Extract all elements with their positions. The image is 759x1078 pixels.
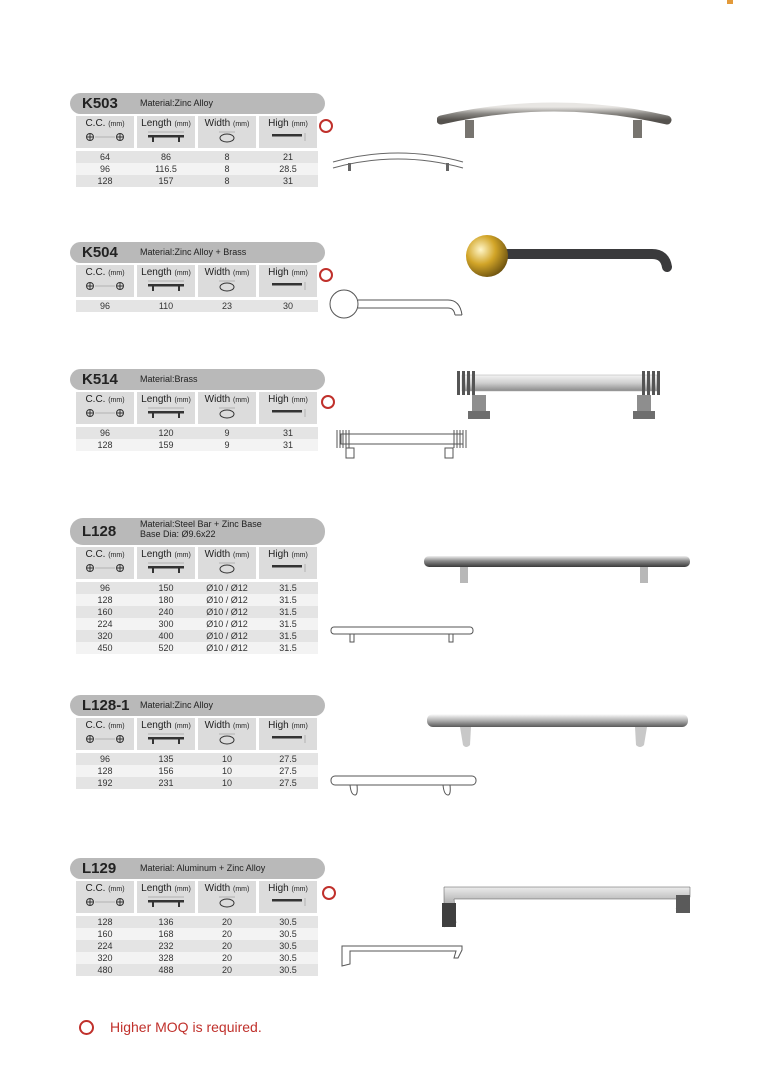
table-row (76, 964, 318, 976)
column-header-high (259, 116, 317, 148)
cc-diagram-icon (85, 131, 125, 143)
unit-label: (mm) (108, 270, 125, 277)
width-diagram-icon (207, 733, 247, 745)
cell-high: 31.5 (279, 643, 297, 653)
column-label: Width (204, 720, 231, 731)
product-material: Material:Steel Bar + Zinc Base (140, 519, 262, 529)
cell-cc: 128 (97, 176, 113, 186)
cell-high: 30.5 (279, 941, 297, 951)
unit-label: (mm) (174, 552, 191, 559)
table-row (76, 777, 318, 789)
spec-table-header (76, 392, 318, 424)
product-header (70, 858, 325, 879)
spec-table-rows (76, 427, 318, 451)
cell-width: 9 (224, 440, 230, 450)
unit-label: (mm) (108, 552, 125, 559)
unit-label: (mm) (233, 886, 250, 893)
unit-label: (mm) (174, 397, 191, 404)
column-header-width (198, 718, 256, 750)
spec-table-rows (76, 753, 318, 789)
table-row (76, 582, 318, 594)
column-label: High (268, 394, 289, 405)
high-diagram-icon (268, 280, 308, 292)
column-label: C.C. (85, 118, 106, 129)
product-section-k503 (0, 93, 759, 253)
cell-width: 20 (221, 965, 232, 975)
spec-table-header (76, 116, 318, 148)
cell-high: 30 (282, 301, 293, 311)
handle-line-drawing (330, 624, 475, 646)
unit-label: (mm) (291, 270, 308, 277)
cell-length: 110 (158, 301, 174, 311)
cell-length: 136 (158, 917, 174, 927)
cell-length: 400 (158, 631, 174, 641)
column-header-cc (76, 881, 134, 913)
cell-cc: 64 (99, 152, 110, 162)
column-header-width (198, 547, 256, 579)
unit-label: (mm) (233, 552, 250, 559)
column-label: Width (204, 394, 231, 405)
handle-photo (422, 554, 692, 586)
cc-diagram-icon (85, 407, 125, 419)
width-diagram-icon (207, 562, 247, 574)
cell-cc: 160 (97, 607, 113, 617)
unit-label: (mm) (108, 723, 125, 730)
cell-high: 28.5 (279, 164, 297, 174)
table-row (76, 928, 318, 940)
handle-line-drawing (328, 287, 468, 327)
product-code: L128 (82, 523, 117, 540)
unit-label: (mm) (108, 121, 125, 128)
cell-length: 120 (158, 428, 174, 438)
cell-length: 520 (158, 643, 174, 653)
handle-photo (425, 711, 690, 751)
column-label: Length (141, 549, 172, 560)
cell-length: 157 (158, 176, 174, 186)
cc-diagram-icon (85, 733, 125, 745)
cell-width: 10 (221, 754, 232, 764)
width-diagram-icon (207, 280, 247, 292)
spec-table-header (76, 881, 318, 913)
table-row (76, 594, 318, 606)
table-row (76, 952, 318, 964)
product-section-k514 (0, 369, 759, 529)
cell-width: Ø10 / Ø12 (206, 619, 248, 629)
column-header-cc (76, 392, 134, 424)
table-row (76, 300, 318, 312)
table-row (76, 753, 318, 765)
column-header-width (198, 265, 256, 297)
cell-length: 159 (158, 440, 174, 450)
handle-photo (437, 98, 672, 143)
cell-high: 30.5 (279, 953, 297, 963)
table-row (76, 175, 318, 187)
cell-high: 30.5 (279, 965, 297, 975)
table-row (76, 618, 318, 630)
column-label: Length (141, 394, 172, 405)
table-row (76, 916, 318, 928)
column-header-high (259, 547, 317, 579)
cell-cc: 320 (97, 953, 113, 963)
column-header-cc (76, 718, 134, 750)
column-header-length (137, 392, 195, 424)
cell-high: 31.5 (279, 595, 297, 605)
column-header-length (137, 265, 195, 297)
cell-high: 30.5 (279, 929, 297, 939)
cell-high: 21 (282, 152, 293, 162)
cell-width: 10 (221, 778, 232, 788)
table-row (76, 765, 318, 777)
cell-cc: 128 (97, 595, 113, 605)
cell-cc: 96 (99, 301, 110, 311)
column-header-length (137, 116, 195, 148)
cell-high: 31.5 (279, 619, 297, 629)
cell-width: 20 (221, 953, 232, 963)
unit-label: (mm) (108, 397, 125, 404)
column-header-high (259, 265, 317, 297)
cell-cc: 480 (97, 965, 113, 975)
handle-line-drawing (338, 942, 466, 972)
product-section-l128-1 (0, 695, 759, 855)
column-label: C.C. (85, 720, 106, 731)
product-material: Material: Aluminum + Zinc Alloy (140, 863, 266, 873)
cell-length: 86 (160, 152, 171, 162)
cell-high: 31 (282, 176, 293, 186)
high-diagram-icon (268, 407, 308, 419)
width-diagram-icon (207, 407, 247, 419)
cell-length: 232 (158, 941, 174, 951)
table-row (76, 642, 318, 654)
cell-cc: 96 (99, 583, 110, 593)
unit-label: (mm) (233, 723, 250, 730)
column-label: C.C. (85, 549, 106, 560)
cell-width: Ø10 / Ø12 (206, 583, 248, 593)
column-label: Width (204, 267, 231, 278)
cell-width: 8 (224, 176, 230, 186)
cell-cc: 224 (97, 619, 113, 629)
unit-label: (mm) (291, 397, 308, 404)
product-header (70, 242, 325, 263)
cell-width: 20 (221, 941, 232, 951)
column-label: C.C. (85, 394, 106, 405)
cell-width: Ø10 / Ø12 (206, 607, 248, 617)
table-row (76, 630, 318, 642)
column-label: Length (141, 267, 172, 278)
cell-cc: 160 (97, 929, 113, 939)
length-diagram-icon (146, 896, 186, 908)
cell-width: 23 (221, 301, 232, 311)
spec-table-rows (76, 151, 318, 187)
cell-width: Ø10 / Ø12 (206, 631, 248, 641)
higher-moq-icon (319, 268, 333, 282)
cc-diagram-icon (85, 280, 125, 292)
column-label: High (268, 549, 289, 560)
cell-cc: 320 (97, 631, 113, 641)
length-diagram-icon (146, 562, 186, 574)
length-diagram-icon (146, 407, 186, 419)
cell-high: 31 (282, 428, 293, 438)
column-header-length (137, 881, 195, 913)
column-label: Width (204, 883, 231, 894)
cell-width: 8 (224, 152, 230, 162)
cell-length: 180 (158, 595, 174, 605)
column-header-width (198, 392, 256, 424)
cell-cc: 128 (97, 917, 113, 927)
product-code: L128-1 (82, 697, 130, 714)
column-header-cc (76, 547, 134, 579)
cell-length: 240 (158, 607, 174, 617)
length-diagram-icon (146, 280, 186, 292)
product-code: K514 (82, 371, 118, 388)
cell-length: 231 (158, 778, 174, 788)
high-diagram-icon (268, 562, 308, 574)
table-row (76, 940, 318, 952)
product-header (70, 369, 325, 390)
column-label: C.C. (85, 267, 106, 278)
cell-high: 27.5 (279, 766, 297, 776)
column-header-cc (76, 265, 134, 297)
handle-line-drawing (330, 148, 467, 178)
cell-high: 31.5 (279, 607, 297, 617)
table-row (76, 427, 318, 439)
column-header-cc (76, 116, 134, 148)
column-label: Length (141, 883, 172, 894)
cell-width: 10 (221, 766, 232, 776)
cell-length: 135 (158, 754, 174, 764)
product-section-l129 (0, 858, 759, 1018)
high-diagram-icon (268, 896, 308, 908)
cell-high: 30.5 (279, 917, 297, 927)
cell-high: 27.5 (279, 778, 297, 788)
unit-label: (mm) (174, 121, 191, 128)
column-header-high (259, 718, 317, 750)
cell-cc: 128 (97, 440, 113, 450)
cell-length: 300 (158, 619, 174, 629)
column-label: High (268, 883, 289, 894)
cell-width: 8 (224, 164, 230, 174)
cell-cc: 450 (97, 643, 113, 653)
column-label: High (268, 720, 289, 731)
column-header-width (198, 881, 256, 913)
cell-high: 31 (282, 440, 293, 450)
cell-length: 116.5 (155, 164, 177, 174)
column-label: High (268, 118, 289, 129)
cell-width: 9 (224, 428, 230, 438)
high-diagram-icon (268, 733, 308, 745)
column-header-length (137, 718, 195, 750)
handle-photo (442, 367, 677, 427)
unit-label: (mm) (174, 723, 191, 730)
cell-cc: 96 (99, 164, 110, 174)
table-row (76, 163, 318, 175)
cell-length: 150 (158, 583, 174, 593)
product-code: L129 (82, 860, 117, 877)
cell-length: 328 (158, 953, 174, 963)
handle-line-drawing (333, 425, 471, 463)
unit-label: (mm) (291, 552, 308, 559)
unit-label: (mm) (174, 270, 191, 277)
cell-width: 20 (221, 917, 232, 927)
corner-mark (727, 0, 733, 4)
column-label: Length (141, 118, 172, 129)
higher-moq-icon (321, 395, 335, 409)
length-diagram-icon (146, 131, 186, 143)
cell-cc: 192 (97, 778, 113, 788)
handle-photo (438, 883, 696, 931)
product-code: K503 (82, 95, 118, 112)
column-label: High (268, 267, 289, 278)
width-diagram-icon (207, 896, 247, 908)
cell-high: 31.5 (279, 631, 297, 641)
column-header-length (137, 547, 195, 579)
cell-cc: 224 (97, 941, 113, 951)
high-diagram-icon (268, 131, 308, 143)
column-label: C.C. (85, 883, 106, 894)
product-section-l128 (0, 518, 759, 678)
unit-label: (mm) (233, 270, 250, 277)
cc-diagram-icon (85, 896, 125, 908)
cell-length: 156 (158, 766, 174, 776)
column-label: Length (141, 720, 172, 731)
spec-table-header (76, 718, 318, 750)
product-material-detail: Base Dia: Ø9.6x22 (140, 529, 216, 539)
width-diagram-icon (207, 131, 247, 143)
unit-label: (mm) (291, 723, 308, 730)
product-header (70, 695, 325, 716)
unit-label: (mm) (291, 121, 308, 128)
product-code: K504 (82, 244, 118, 261)
length-diagram-icon (146, 733, 186, 745)
unit-label: (mm) (291, 886, 308, 893)
unit-label: (mm) (174, 886, 191, 893)
cell-width: Ø10 / Ø12 (206, 643, 248, 653)
footnote-text: Higher MOQ is required. (110, 1019, 262, 1035)
unit-label: (mm) (233, 397, 250, 404)
spec-table-header (76, 547, 318, 579)
product-material: Material:Zinc Alloy (140, 700, 214, 710)
spec-table-rows (76, 582, 318, 654)
product-material: Material:Zinc Alloy (140, 98, 214, 108)
higher-moq-icon (319, 119, 333, 133)
table-row (76, 151, 318, 163)
table-row (76, 439, 318, 451)
unit-label: (mm) (233, 121, 250, 128)
column-header-width (198, 116, 256, 148)
cell-high: 27.5 (279, 754, 297, 764)
cell-cc: 128 (97, 766, 113, 776)
handle-photo (462, 232, 677, 287)
cell-cc: 96 (99, 754, 110, 764)
product-header (70, 93, 325, 114)
spec-table-rows (76, 300, 318, 312)
column-label: Width (204, 549, 231, 560)
cell-width: 20 (221, 929, 232, 939)
cc-diagram-icon (85, 562, 125, 574)
cell-high: 31.5 (279, 583, 297, 593)
column-label: Width (204, 118, 231, 129)
column-header-high (259, 392, 317, 424)
higher-moq-icon (322, 886, 336, 900)
product-material: Material:Zinc Alloy + Brass (140, 247, 247, 257)
cell-length: 488 (158, 965, 174, 975)
unit-label: (mm) (108, 886, 125, 893)
spec-table-header (76, 265, 318, 297)
cell-width: Ø10 / Ø12 (206, 595, 248, 605)
product-header (70, 518, 325, 545)
table-row (76, 606, 318, 618)
column-header-high (259, 881, 317, 913)
red-ring-icon (79, 1020, 94, 1035)
spec-table-rows (76, 916, 318, 976)
cell-length: 168 (158, 929, 174, 939)
cell-cc: 96 (99, 428, 110, 438)
product-material: Material:Brass (140, 374, 198, 384)
handle-line-drawing (330, 773, 478, 799)
